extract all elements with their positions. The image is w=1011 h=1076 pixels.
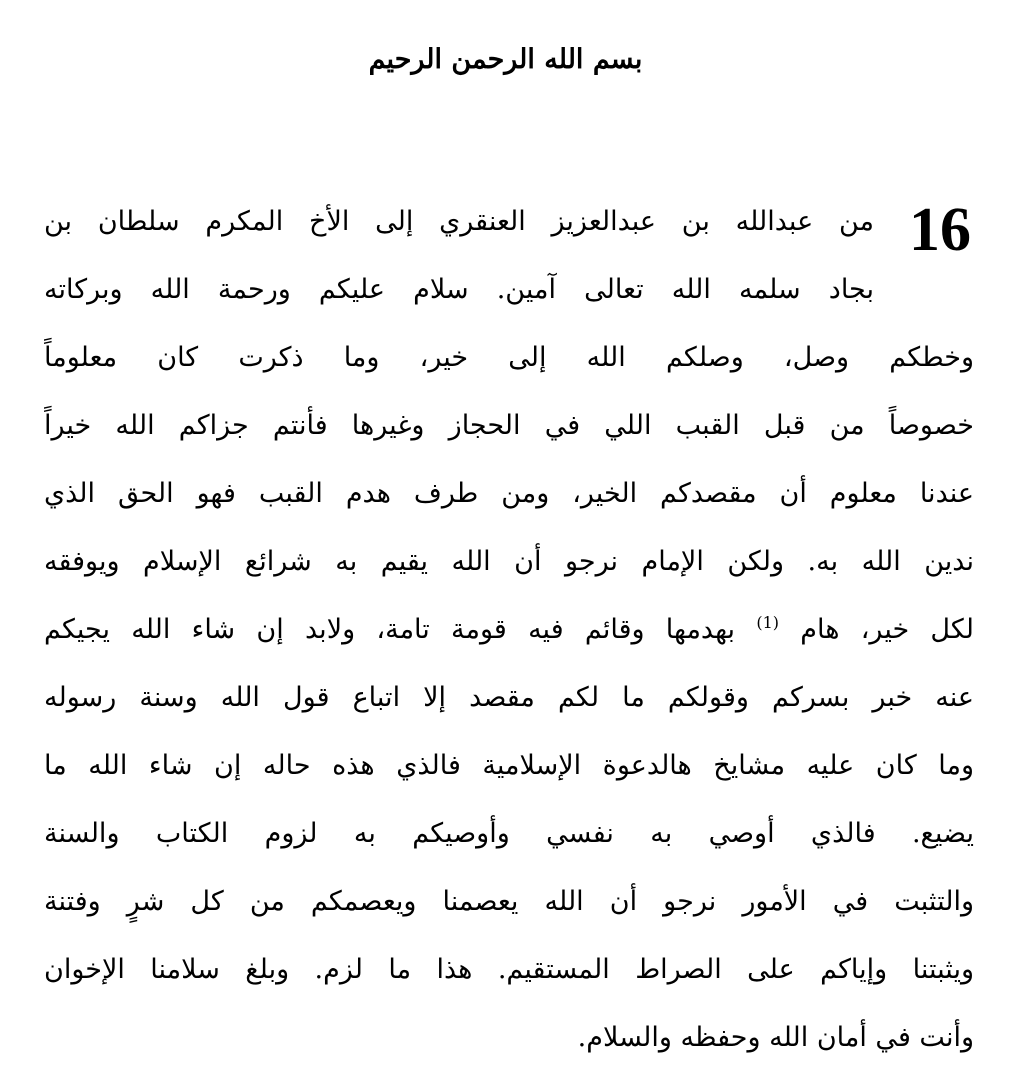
letter-line-7-start: لكل خير، هام <box>800 614 974 645</box>
letter-line-10: يضيع. فالذي أوصي به نفسي وأوصيكم به لزوم الكتاب والسنة <box>44 818 974 849</box>
letter-line-3: وخطكم وصل، وصلكم الله إلى خير، وما ذكرت كان معلوماً <box>44 342 974 373</box>
letter-number: 16 <box>909 196 971 264</box>
letter-line-9: وما كان عليه مشايخ هالدعوة الإسلامية فالذي هذه حاله إن شاء الله ما <box>44 750 974 781</box>
letter-line-11: والتثبت في الأمور نرجو أن الله يعصمنا ويعصمكم من كل شرٍ وفتنة <box>44 886 974 917</box>
letter-body <box>44 188 974 1072</box>
letter-line-7-end: بهدمها وقائم فيه قومة تامة، ولابد إن شاء الله يجيكم <box>44 614 736 645</box>
letter-line-12: ويثبتنا وإياكم على الصراط المستقيم. هذا ما لزم. وبلغ سلامنا الإخوان <box>44 954 974 985</box>
letter-line-2: بجاد سلمه الله تعالى آمين. سلام عليكم ورحمة الله وبركاته <box>44 274 874 305</box>
footnote-reference[interactable]: (1) <box>756 613 779 632</box>
letter-line-13: وأنت في أمان الله وحفظه والسلام. <box>577 1022 974 1053</box>
letter-line-5: عندنا معلوم أن مقصدكم الخير، ومن طرف هدم القبب فهو الحق الذي <box>44 478 974 509</box>
letter-line-7 <box>44 596 974 664</box>
basmala-heading: بسم الله الرحمن الرحيم <box>368 44 643 75</box>
letter-line-4: خصوصاً من قبل القبب اللي في الحجاز وغيرها فأنتم جزاكم الله خيراً <box>44 410 974 441</box>
letter-line-6: ندين الله به. ولكن الإمام نرجو أن الله يقيم به شرائع الإسلام ويوفقه <box>44 546 974 577</box>
letter-line-8: عنه خبر بسركم وقولكم ما لكم مقصد إلا اتباع قول الله وسنة رسوله <box>44 682 974 713</box>
letter-line-1: من عبدالله بن عبدالعزيز العنقري إلى الأخ المكرم سلطان بن <box>44 206 874 237</box>
